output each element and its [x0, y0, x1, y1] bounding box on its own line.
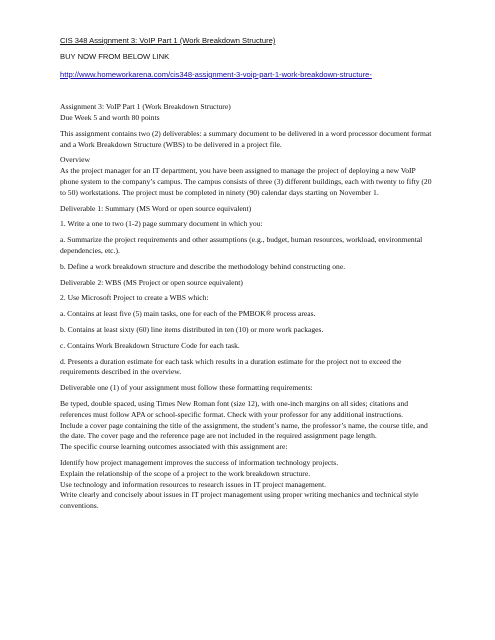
overview-line: As the project manager for an IT department, you have been assigned to manage the project of deploying a new VoIP — [60, 166, 416, 176]
formatting-intro: Deliverable one (1) of your assignment must follow these formatting requirements: — [60, 383, 313, 393]
list-item-2a: a. Contains at least five (5) main tasks, one for each of the PMBOK® process areas. — [60, 309, 316, 319]
list-item-1a — [60, 235, 475, 257]
list-item-line: dependencies, etc.). — [60, 245, 120, 255]
overview-heading: Overview — [60, 155, 90, 165]
overview-section — [60, 155, 475, 198]
product-link[interactable]: http://www.homeworkarena.com/cis348-assignment-3-voip-part-1-work-breakdown-structure- — [60, 69, 372, 79]
buy-now-text: BUY NOW FROM BELOW LINK — [60, 52, 170, 62]
intro-line: and a Work Breakdown Structure (WBS) to be delivered in a project file. — [60, 139, 282, 149]
outcome-line: Write clearly and concisely about issues in IT project management using proper writing mechanics and technical style — [60, 490, 419, 500]
overview-line: to 50) workstations. The project must be completed in ninety (90) calendar days starting on November 1. — [60, 187, 379, 197]
formatting-line: references must follow APA or school-specific format. Check with your professor for any additional instructions. — [60, 409, 404, 419]
list-item-2b: b. Contains at least sixty (60) line items distributed in ten (10) or more work packages. — [60, 324, 324, 334]
overview-line: phone system to the company’s campus. The campus consists of three (3) different buildings, each with twenty to fifty (20 — [60, 177, 432, 186]
assignment-title: Assignment 3: VoIP Part 1 (Work Breakdown Structure) — [60, 102, 231, 112]
intro-line: This assignment contains two (2) deliverables: a summary document to be delivered in a word processor document format — [60, 128, 432, 138]
list-item-line: requirements described in the overview. — [60, 367, 182, 377]
formatting-line: The specific course learning outcomes associated with this assignment are: — [60, 442, 288, 452]
list-item-line: a. Summarize the project requirements and other assumptions (e.g., budget, human resources, workload, environmental — [60, 235, 423, 245]
list-item-2c: c. Contains Work Breakdown Structure Code for each task. — [60, 340, 240, 350]
formatting-line: the date. The cover page and the reference page are not included in the required assignment page length. — [60, 431, 377, 441]
list-item-line: d. Presents a duration estimate for each task which results in a duration estimate for the project not to exceed the — [60, 356, 402, 366]
outcome-line: Explain the relationship of the scope of a project to the work breakdown structure. — [60, 468, 311, 478]
intro-paragraph — [60, 129, 475, 151]
outcome-line: Identify how project management improves the success of information technology projects. — [60, 457, 339, 467]
formatting-line: Be typed, double spaced, using Times New Roman font (size 12), with one-inch margins on all sides; citations and — [60, 398, 409, 408]
document-title: CIS 348 Assignment 3: VoIP Part 1 (Work Breakdown Structure) — [60, 36, 276, 45]
assignment-header-block — [60, 102, 475, 124]
learning-outcomes — [60, 458, 475, 512]
formatting-line: Include a cover page containing the title of the assignment, the student’s name, the professor’s name, the course title, and — [60, 420, 428, 430]
list-item-2d — [60, 357, 475, 379]
list-item-2: 2. Use Microsoft Project to create a WBS which: — [60, 293, 209, 303]
list-item-1: 1. Write a one to two (1-2) page summary document in which you: — [60, 219, 263, 229]
due-line: Due Week 5 and worth 80 points — [60, 113, 160, 123]
outcome-line: Use technology and information resources to research issues in IT project management. — [60, 479, 326, 489]
deliverable-2-heading: Deliverable 2: WBS (MS Project or open source equivalent) — [60, 277, 243, 287]
outcome-line: conventions. — [60, 501, 99, 511]
list-item-1b: b. Define a work breakdown structure and describe the methodology behind constructing one. — [60, 261, 346, 271]
deliverable-1-heading: Deliverable 1: Summary (MS Word or open source equivalent) — [60, 203, 252, 213]
formatting-requirements — [60, 399, 475, 453]
